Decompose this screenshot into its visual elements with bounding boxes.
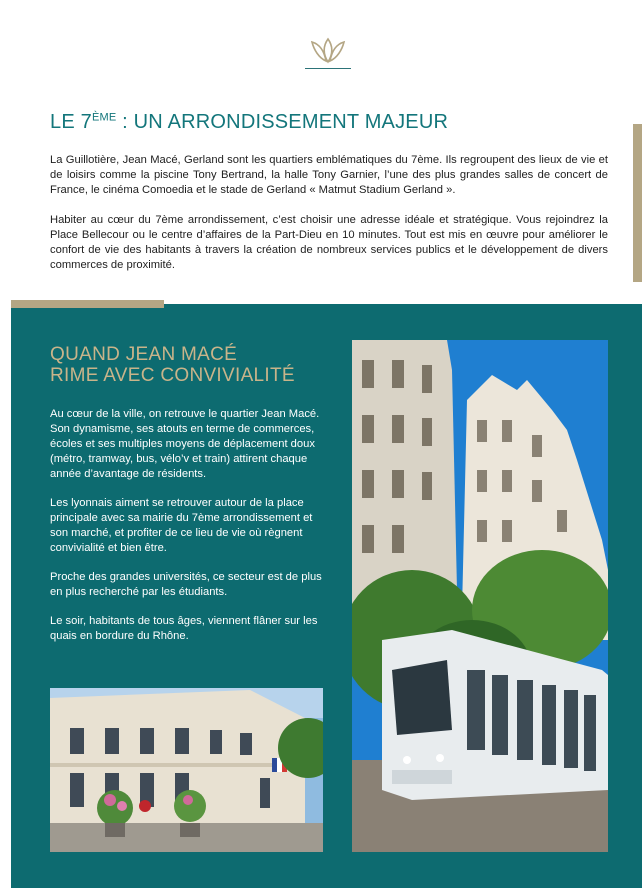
section-paragraph: Au cœur de la ville, on retrouve le quartier Jean Macé. Son dynamisme, ses atouts en terme de commerces, écoles et ses multiples moyens de déplacement doux (métro, tramway, bus, vélo’v et train) attirent chaque année d’avantage de résidents. <box>50 408 320 480</box>
section-paragraph: Proche des grandes universités, ce secteur est de plus en plus recherché par les étudiants. <box>50 571 322 598</box>
section-paragraph: Les lyonnais aiment se retrouver autour de la place principale avec sa mairie du 7ème arrondissement et son marché, et profiter de ce lieu de vie où règnent convivialité et bien être. <box>50 497 313 554</box>
town-hall-photo <box>50 688 323 852</box>
section-text <box>50 407 323 658</box>
section-title-line: QUAND JEAN MACÉ <box>50 344 238 365</box>
section-title-line: RIME AVEC CONVIVIALITÉ <box>50 365 295 386</box>
intro-paragraph: La Guillotière, Jean Macé, Gerland sont les quartiers emblématiques du 7ème. Ils regroupent des lieux de vie et de loisirs comme la piscine Tony Bertrand, la halle Tony Garnier, l’une des plus grandes salles de concert de France, le cinéma Comoedia et le stade de Gerland « Matmut Stadium Gerland ». <box>50 154 608 197</box>
section-title <box>50 344 295 386</box>
section-accent-bar <box>11 300 164 308</box>
leaf-flourish-icon <box>309 36 347 64</box>
intro-text <box>50 153 608 287</box>
page-title: LE 7ÈME : UN ARRONDISSEMENT MAJEUR <box>50 111 449 133</box>
tram-photo <box>352 340 608 852</box>
side-accent-bar <box>633 124 642 282</box>
section-paragraph: Le soir, habitants de tous âges, viennent flâner sur les quais en bordure du Rhône. <box>50 615 318 642</box>
intro-paragraph: Habiter au cœur du 7ème arrondissement, c’est choisir une adresse idéale et stratégique. Vous rejoindrez la Place Bellecour ou le centre d’affaires de la Part-Dieu en 10 minutes. Tout est mis en œuvre pour améliorer le confort de vie des habitants à travers la création de nombreux services publics et le développement de divers commerces de proximité. <box>50 213 608 272</box>
logo-divider <box>305 68 351 69</box>
